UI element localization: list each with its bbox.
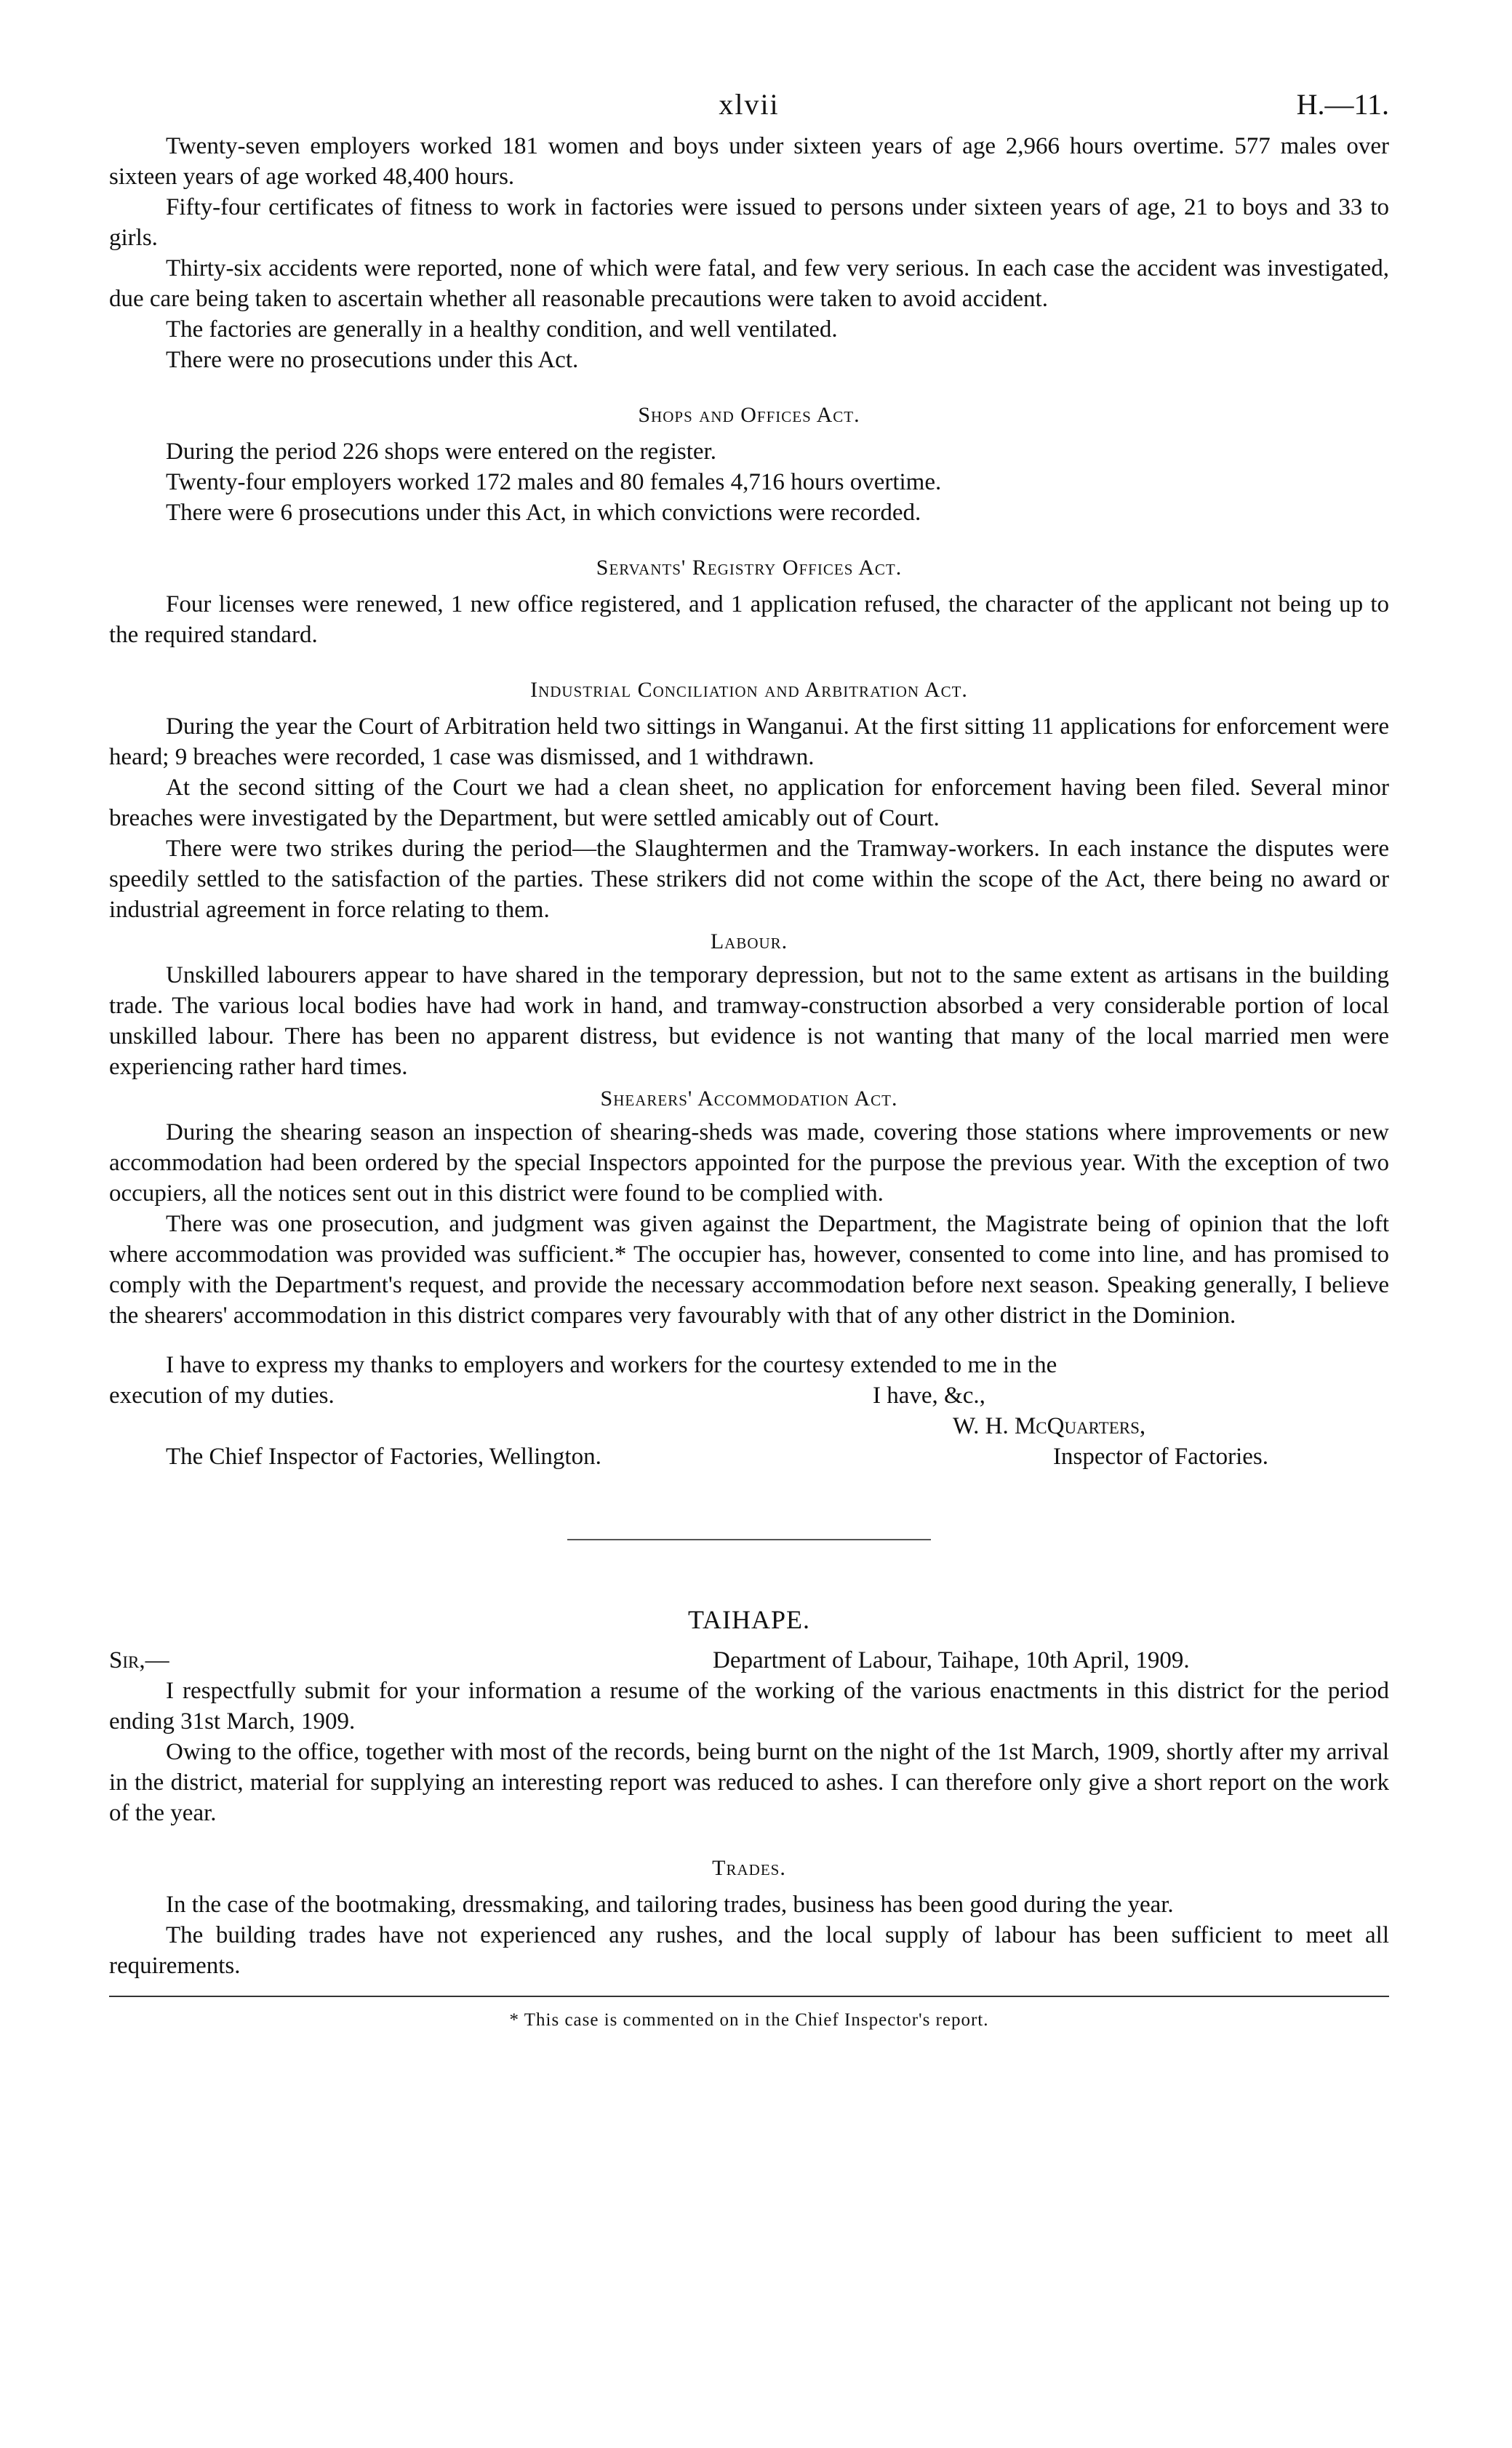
i-have-text: I have, &c., (873, 1383, 985, 1409)
footnote: * This case is commented on in the Chief Inspector's report. (509, 2010, 989, 2030)
paragraph: In the case of the bootmaking, dressmaking, and tailoring trades, business has been good during the year. (166, 1892, 1174, 1918)
section-heading: Servants' Registry Offices Act. (596, 556, 903, 580)
paragraph: There were 6 prosecutions under this Act, in which convictions were recorded. (166, 500, 921, 526)
paragraph: Unskilled labourers appear to have shared in the temporary depression, but not to the same extent as artisans in the building trade. The various local bodies have had work in hand, and tramway-construction absorbed a very considerable portion of local unskilled labour. There has been no apparent distress, but evidence is not wanting that many of the local married men were experiencing rather hard times. (109, 962, 1389, 1080)
footnote-divider (109, 1996, 1389, 1997)
section-heading: Industrial Conciliation and Arbitration Act. (530, 678, 968, 702)
paragraph: Four licenses were renewed, 1 new office registered, and 1 application refused, the character of the applicant not being up to the required standard. (109, 591, 1389, 648)
paragraph: During the year the Court of Arbitration held two sittings in Wanganui. At the first sitting 11 applications for enforcement were heard; 9 breaches were recorded, 1 case was dismissed, and 1 withdrawn. (109, 713, 1389, 770)
salutation-line (109, 1645, 1389, 1676)
thanks-line: I have to express my thanks to employers and workers for the courtesy extended to me in the (166, 1352, 1057, 1378)
page-number: xlvii (719, 88, 780, 121)
signature-title: Inspector of Factories. (1053, 1444, 1268, 1470)
place-heading: TAIHAPE. (687, 1605, 811, 1634)
paragraph: Thirty-six accidents were reported, none of which were fatal, and few very serious. In each case the accident was investigated, due care being taken to ascertain whether all reasonable precautions were taken to avoid accident. (109, 255, 1389, 312)
industrial-section (109, 678, 1389, 925)
paragraph: There were two strikes during the period—the Slaughtermen and the Tramway-workers. In each instance the disputes were speedily settled to the satisfaction of the parties. These strikers did not come within the scope of the Act, there being no award or industrial agreement in force relating to them. (109, 836, 1389, 923)
shearers-section (109, 1087, 1389, 1331)
paragraph: Twenty-seven employers worked 181 women and boys under sixteen years of age 2,966 hours overtime. 577 males over sixteen years of age worked 48,400 hours. (109, 133, 1389, 190)
execution-line (109, 1380, 1389, 1411)
section-divider (567, 1539, 931, 1540)
section-heading: Shops and Offices Act. (638, 403, 860, 427)
paragraph: During the shearing season an inspection of shearing-sheds was made, covering those stations where improvements or new accommodation had been ordered by the special Inspectors appointed for the purpose the previous year. With the exception of two occupiers, all the notices sent out in this district were found to be complied with. (109, 1119, 1389, 1207)
paragraph: I respectfully submit for your information a resume of the working of the various enactments in this district for the period ending 31st March, 1909. (109, 1678, 1389, 1735)
section-heading: Trades. (712, 1856, 786, 1880)
document-reference: H.—11. (1296, 88, 1389, 121)
taihape-section (109, 1604, 1389, 1981)
section-heading: Shearers' Accommodation Act. (600, 1087, 898, 1111)
dateline: Department of Labour, Taihape, 10th April, 1909. (713, 1647, 1190, 1673)
paragraph: There was one prosecution, and judgment was given against the Department, the Magistrate being of opinion that the loft where accommodation was provided was sufficient.* The occupier has, however, consented to come into line, and has promised to comply with the Department's request, and provide the necessary accommodation before next season. Speaking generally, I believe the shearers' accommodation in this district compares very favourably with that of any other district in the Dominion. (109, 1211, 1389, 1329)
paragraph: At the second sitting of the Court we had a clean sheet, no application for enforcement having been filed. Several minor breaches were investigated by the Department, but were settled amicably out of Court. (109, 775, 1389, 831)
paragraph: Fifty-four certificates of fitness to work in factories were issued to persons under sixteen years of age, 21 to boys and 33 to girls. (109, 194, 1389, 251)
paragraph: During the period 226 shops were entered on the register. (166, 439, 716, 465)
signature-line (109, 1441, 1389, 1472)
addressee: The Chief Inspector of Factories, Wellington. (166, 1444, 601, 1470)
paragraph: Twenty-four employers worked 172 males and 80 females 4,716 hours overtime. (166, 469, 942, 495)
section-heading: Labour. (710, 929, 788, 953)
page-header (109, 80, 1389, 131)
labour-section (109, 929, 1389, 1082)
paragraph: The building trades have not experienced any rushes, and the local supply of labour has been sufficient to meet all requirements. (109, 1922, 1389, 1979)
shops-section (109, 403, 1389, 528)
document-page (109, 80, 1389, 2031)
salutation: Sir,— (109, 1647, 169, 1673)
paragraph: The factories are generally in a healthy condition, and well ventilated. (166, 316, 838, 343)
closing-section (109, 1350, 1389, 1472)
execution-text: execution of my duties. (109, 1383, 335, 1409)
paragraph: Owing to the office, together with most of the records, being burnt on the night of the 1st March, 1909, shortly after my arrival in the district, material for supplying an interesting report was reduced to ashes. I can therefore only give a short report on the work of the year. (109, 1739, 1389, 1826)
signature-name: W. H. McQuarters, (953, 1413, 1146, 1439)
factories-section (109, 131, 1389, 375)
paragraph: There were no prosecutions under this Act. (166, 347, 579, 373)
servants-section (109, 556, 1389, 650)
